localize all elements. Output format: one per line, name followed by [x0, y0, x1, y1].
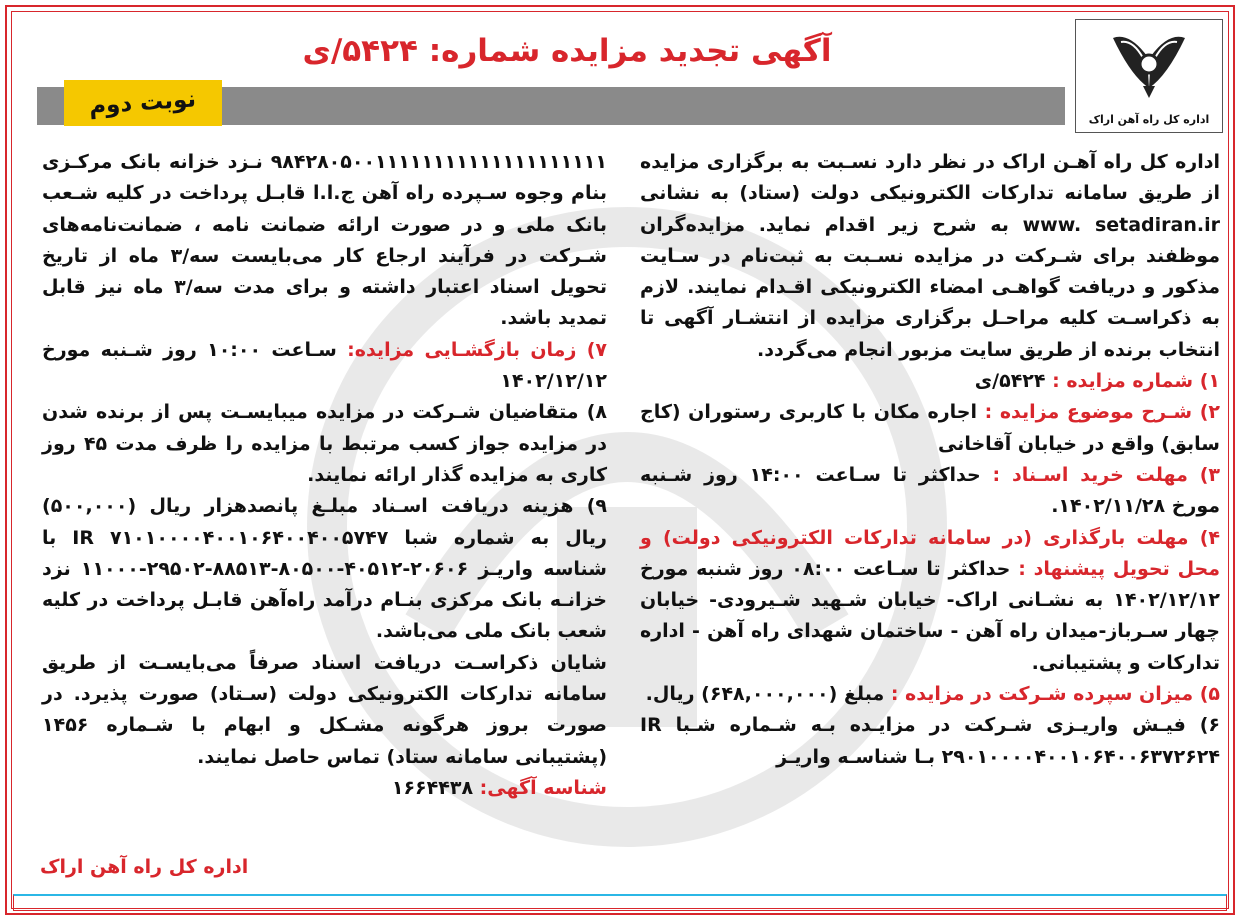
item-1 — [640, 366, 1220, 397]
left-column — [42, 147, 607, 804]
item-1-value: ۵۴۲۴/ی — [974, 370, 1046, 393]
item-2-label: ۲) شـرح موضوع مزایده : — [984, 401, 1221, 424]
bottom-border — [13, 894, 1227, 911]
organization-logo — [1075, 19, 1223, 133]
item-6-continued: ۹۸۴۲۸۰۵۰۰۱۱۱۱۱۱۱۱۱۱۱۱۱۱۱۱۱۱۱۱ نـزد خزانه بانک مرکـزی بنام وجوه سـپرده راه آهن ج.ا.ا قابـل پرداخت در کلیه شـعب بانک ملی و در صورت ارائه ضمانت نامه ، ضمانت‌نامه‌های شـرکت در فرآیند ارجاع کار می‌بایست سه/۳ ماه از تاریخ تحویل اسناد اعتبار داشته و برای مدت سه/۳ ماه نیز قابل تمدید باشد. — [42, 151, 607, 330]
support-note: شایان ذکراسـت دریافت اسناد صرفاً می‌بایسـت از طریق سامانه تدارکات الکترونیکی دولت (سـتاد) صورت پذیرد. در صورت بروز هرگونه مشـکل و ابهام با شـماره ۱۴۵۶ (پشتیبانی سامانه ستاد) تماس حاصل نمایند. — [42, 651, 607, 768]
item-8: ۸) متقاضیان شـرکت در مزایده میبایسـت پس از برنده شدن در مزایده جواز کسب مرتبط با مزایده را ظرف مدت ۴۵ روز کاری به مزایده گذار ارائه نمایند. — [42, 401, 607, 486]
notice-frame — [5, 5, 1235, 915]
item-5-value: مبلغ (۶۴۸,۰۰۰,۰۰۰) ریال. — [645, 683, 885, 706]
intro-paragraph: اداره کل راه آهـن اراک در نظر دارد نسـبت به برگزاری مزایده از طریق سامانه تدارکات الکترونیکی دولت (ستاد) به نشانی www. setadiran.ir به شرح زیر اقدام نماید. مزایده‌گران موظفند برای شـرکت در مزایده نسـبت به ثبت‌نام در سـایت مذکور و دریافت گواهـی امضاء الکترونیکی اقـدام نمایند. لازم به ذکراسـت کلیه مراحـل برگزاری مزایده از انتشـار آگهی تا انتخاب برنده از طریق سایت مزبور انجام می‌گردد. — [640, 151, 1220, 361]
page-title: آگهی تجدید مزایده شماره: ۵۴۲۴/ی — [302, 33, 832, 69]
signature: اداره کل راه آهن اراک — [40, 856, 249, 878]
item-3-label: ۳) مهلت خرید اسـناد : — [992, 463, 1220, 486]
item-4-label: ۴) مهلت بارگذاری (در سامانه تدارکات الکترونیکی دولت) و محل تحویل پیشنهاد : — [640, 526, 1220, 580]
item-3-value: حداکثر تا سـاعت ۱۴:۰۰ روز شـنبه مورخ ۱۴۰۲/۱۱/۲۸. — [640, 463, 1220, 518]
item-3 — [640, 460, 1220, 523]
item-1-label: ۱) شماره مزایده : — [1052, 370, 1220, 393]
item-5 — [640, 679, 1220, 710]
ad-id-label: شناسه آگهی: — [479, 776, 607, 799]
round-badge — [64, 80, 222, 126]
ad-id — [42, 773, 607, 804]
item-7-label: ۷) زمان بازگشـایی مزایده: — [347, 338, 607, 361]
logo-caption: اداره کل راه آهن اراک — [1088, 113, 1210, 126]
item-7-value: سـاعت ۱۰:۰۰ روز شـنبه مورخ ۱۴۰۲/۱۲/۱۲ — [42, 338, 607, 393]
ad-id-value: ۱۶۶۴۴۳۸ — [391, 776, 474, 799]
item-6: ۶) فیـش واریـزی شـرکت در مزایـده بـه شـماره شـبا IR ۲۹۰۱۰۰۰۰۴۰۰۱۰۶۴۰۰۶۳۷۲۶۲۴ بـا شناسـه واریـز — [640, 714, 1220, 768]
right-column — [640, 147, 1220, 773]
item-4-value: حداکثر تا سـاعت ۰۸:۰۰ روز شنبه مورخ ۱۴۰۲/۱۲/۱۲ به نشـانی اراک- خیابان شـهید شـیرودی- خیابان چهار سـرباز-میدان راه آهن - ساختمان شهدای راه آهن - اداره تدارکات و پشتیبانی. — [640, 557, 1220, 674]
item-2-value: اجاره مکان با کاربری رستوران (کاج سابق) واقع در خیابان آقاخانی — [640, 401, 1220, 455]
item-7 — [42, 335, 607, 398]
item-5-label: ۵) میزان سپرده شـرکت در مزایده : — [890, 683, 1220, 706]
item-4 — [640, 523, 1220, 679]
item-2 — [640, 397, 1220, 460]
item-9: ۹) هزینه دریافت اسـناد مبلـغ پانصدهزار ریال (۵۰۰,۰۰۰) ریال به شماره شبا IR ۷۱۰۱۰۰۰۰۴۰۰۱۰۶۴۰۰۴۰۰۵۷۴۷ با شناسه واریـز ۲۰۶۰۶-۴۰۵۱۲-۸۰۵۰۰-۸۸۵۱۳-۲۹۵۰۲-۱۱۰۰۰ نزد خزانـه بانک مرکزی بنـام درآمد راه‌آهن قابـل پرداخت در کلیه شعب بانک ملی می‌باشد. — [42, 495, 607, 643]
round-badge-label: نوبت دوم — [88, 86, 198, 120]
winged-emblem-icon — [1109, 28, 1189, 100]
